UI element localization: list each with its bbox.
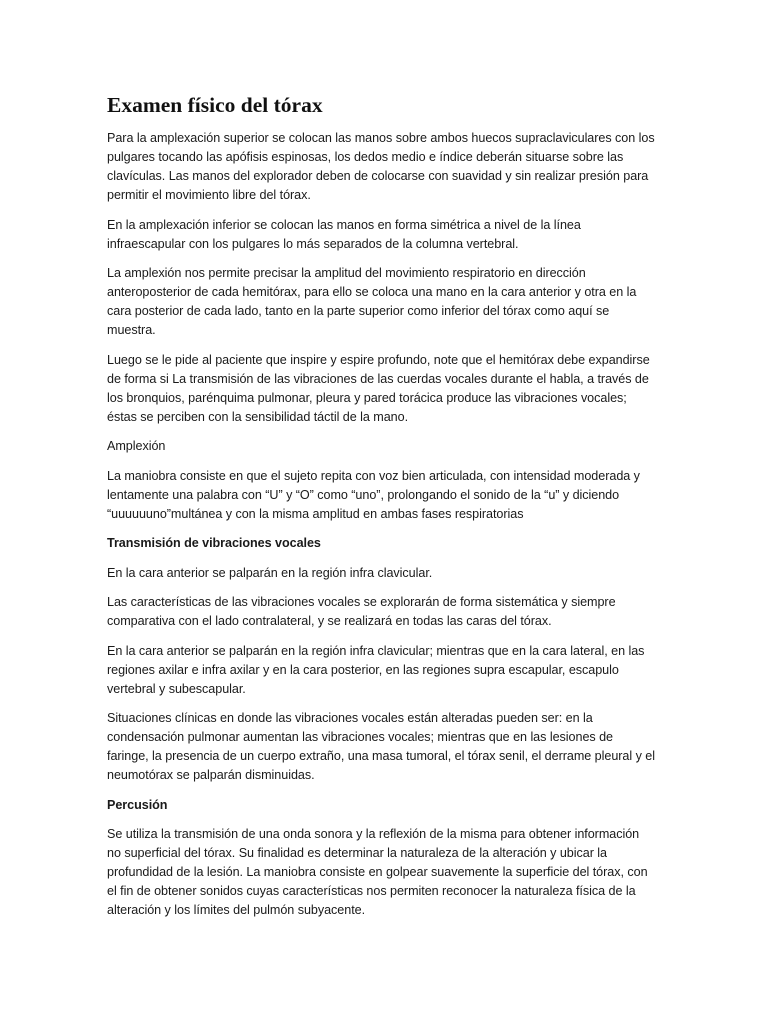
paragraph-caracteristicas-vibraciones: Las características de las vibraciones vocales se explorarán de forma sistemática y siempre comparativa con el lado contralateral, y se realizará en todas las caras del tórax. [107,595,616,628]
paragraph-cara-anterior: En la cara anterior se palparán en la región infra clavicular. [107,565,433,580]
paragraph-percusion-descripcion: Se utiliza la transmisión de una onda sonora y la reflexión de la misma para obtener información no superficial del tórax. Su finalidad es determinar la naturaleza de la alteración y ubicar la profundidad de la lesión. La maniobra consiste en golpear suavemente la superficie del tórax, con el fin de obtener sonidos cuyas características nos permiten reconocer la naturaleza física de la alteración y los límites del pulmón subyacente. [107,827,648,917]
document-title: Examen físico del tórax [107,93,323,117]
heading-percusion: Percusión [107,797,168,812]
paragraph-amplexacion-inferior: En la amplexación inferior se colocan las manos en forma simétrica a nivel de la línea infraescapular con los pulgares lo más separados de la columna vertebral. [107,217,581,251]
paragraph-situaciones-clinicas: Situaciones clínicas en donde las vibraciones vocales están alteradas pueden ser: en la condensación pulmonar aumentan las vibraciones vocales; mientras que en las lesiones de faringe, la presencia de un cuerpo extraño, una masa tumoral, el tórax senil, el derrame pleural y el neumotórax se palparán disminuidas. [107,711,655,782]
paragraph-inspiracion-vibraciones: Luego se le pide al paciente que inspire y espire profundo, note que el hemitórax debe expandirse de forma si La transmisión de las vibraciones de las cuerdas vocales durante el habla, a través de los bronquios, parénquima pulmonar, pleura y pared torácica produce las vibraciones vocales; éstas se perciben con la sensibilidad táctil de la mano. [107,352,650,424]
label-amplexion: Amplexión [107,439,166,453]
paragraph-maniobra-uno: La maniobra consiste en que el sujeto repita con voz bien articulada, con intensidad moderada y lentamente una palabra con “U” y “O” como “uno”, prolongando el sonido de la “u” y diciendo “uuuuuuno”multánea y con la misma amplitud en ambas fases respiratorias [107,468,640,521]
paragraph-amplexion-amplitud: La amplexión nos permite precisar la amplitud del movimiento respiratorio en dirección anteroposterior de cada hemitórax, para ello se coloca una mano en la cara anterior y otra en la cara posterior de cada lado, tanto en la parte superior como inferior del tórax como aquí se muestra. [107,266,637,337]
paragraph-regiones-palpacion: En la cara anterior se palparán en la región infra clavicular; mientras que en la cara lateral, en las regiones axilar e infra axilar y en la cara posterior, en las regiones supra escapular, escapulo vertebral y subescapular. [107,643,645,696]
document-body [107,92,655,931]
heading-transmision-vibraciones: Transmisión de vibraciones vocales [107,536,321,550]
paragraph-amplexacion-superior: Para la amplexación superior se colocan las manos sobre ambos huecos supraclaviculares con los pulgares tocando las apófisis espinosas, los dedos medio e índice deberán situarse sobre las clavículas. Las manos del explorador deben de colocarse con suavidad y sin realizar presión para permitir el movimiento libre del tórax. [107,131,655,202]
